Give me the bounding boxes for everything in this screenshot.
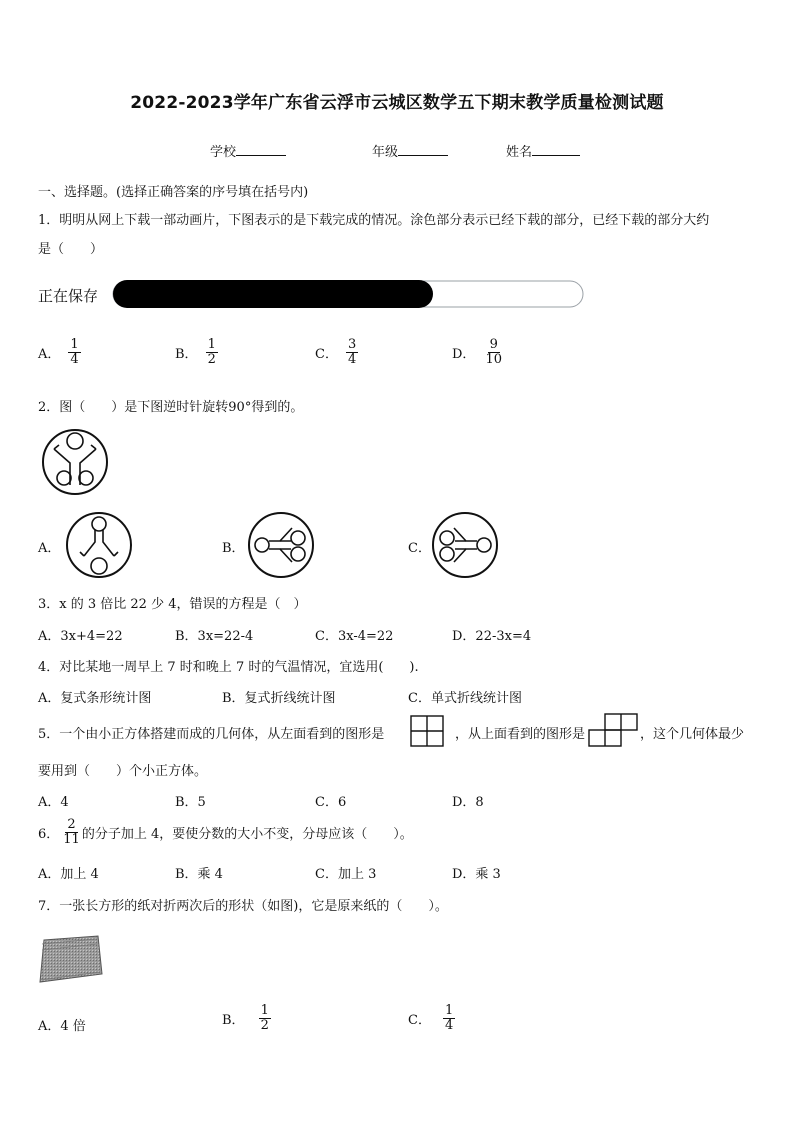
q1-option-c-label: C． (315, 347, 338, 362)
q1-option-b-fraction (206, 338, 218, 367)
q7-folded-paper (36, 930, 106, 986)
y-symbol-icon (40, 427, 110, 497)
q7-option-c-label: C． (408, 1013, 431, 1028)
q7-option-b-den: 2 (260, 1018, 269, 1033)
square-grid-l-shape-icon (588, 713, 638, 747)
q6-option-a[interactable]: A．加上 4 (38, 867, 99, 882)
q1-option-c-den: 4 (347, 352, 357, 367)
grade-field[interactable] (372, 141, 448, 160)
q2-option-b-figure[interactable] (246, 510, 316, 580)
progress-label: 正在保存 (38, 287, 99, 305)
name-label: 姓名 (506, 145, 533, 160)
q7-option-b[interactable] (222, 1004, 271, 1033)
q5-left-view (410, 715, 444, 747)
q1-option-c-fraction (346, 338, 358, 367)
q1-text-line1: 1．明明从网上下载一部动画片，下图表示的是下载完成的情况。涂色部分表示已经下载的部分，已经下载的部分大约 (38, 213, 710, 228)
q3-option-d[interactable]: D．22-3x=4 (452, 629, 532, 644)
q1-option-a-num: 1 (70, 337, 79, 352)
school-label: 学校 (210, 145, 237, 160)
q3-text: 3．x 的 3 倍比 22 少 4，错误的方程是（ ） (38, 597, 307, 612)
q4-option-c[interactable]: C．单式折线统计图 (408, 691, 522, 706)
q1-option-d-fraction (483, 338, 504, 367)
q7-option-c-fraction (443, 1004, 455, 1033)
q6-text: 的分子加上 4，要使分数的大小不变，分母应该（ ）。 (81, 827, 413, 842)
q6-option-c[interactable]: C．加上 3 (315, 867, 377, 882)
q1-option-d-den: 10 (485, 352, 502, 367)
progress-bar (112, 279, 586, 309)
q5-top-view (588, 713, 638, 747)
q5-text-line2: 要用到（ ）个小正方体。 (38, 764, 208, 779)
rotated-symbol-b-icon (246, 510, 316, 580)
q5-option-d[interactable]: D．8 (452, 795, 484, 810)
q7-option-b-label: B． (222, 1013, 245, 1028)
q5-option-a[interactable]: A．4 (38, 795, 69, 810)
q3-option-b[interactable]: B．3x=22-4 (175, 629, 254, 644)
q4-option-b[interactable]: B．复式折线统计图 (222, 691, 336, 706)
q7-option-a[interactable]: A．4 倍 (38, 1019, 86, 1034)
q3-option-a[interactable]: A．3x+4=22 (38, 629, 123, 644)
progress-bar-graphic (112, 279, 586, 309)
q1-option-b-num: 1 (207, 337, 216, 352)
q5-text-part2: ，从上面看到的图形是 (455, 727, 586, 742)
school-blank[interactable] (236, 143, 286, 156)
grade-blank[interactable] (398, 143, 448, 156)
q1-option-d-label: D． (452, 347, 476, 362)
q1-option-b-label: B． (175, 347, 198, 362)
q1-option-a-fraction (68, 338, 80, 367)
q6-num: 2 (67, 817, 76, 832)
q2-option-a-label[interactable]: A． (38, 541, 61, 556)
q7-option-c-den: 4 (444, 1018, 454, 1033)
q1-option-a-label: A． (38, 347, 61, 362)
q6-option-d[interactable]: D．乘 3 (452, 867, 501, 882)
q1-option-b-den: 2 (207, 352, 216, 367)
q2-original-figure (40, 427, 110, 497)
page-title: 2022-2023学年广东省云浮市云城区数学五下期末教学质量检测试题 (130, 93, 664, 113)
q6-option-b[interactable]: B．乘 4 (175, 867, 223, 882)
q7-option-b-num: 1 (260, 1003, 269, 1018)
school-field[interactable] (210, 141, 286, 160)
folded-paper-icon (36, 930, 106, 986)
q6-fraction (61, 818, 82, 847)
rotated-symbol-c-icon (430, 510, 500, 580)
q4-text: 4．对比某地一周早上 7 时和晚上 7 时的气温情况，宜选用( ). (38, 660, 419, 675)
q1-option-c-num: 3 (347, 337, 357, 352)
q7-option-c[interactable] (408, 1004, 455, 1033)
q5-option-b[interactable]: B．5 (175, 795, 206, 810)
q2-option-b-label[interactable]: B． (222, 541, 245, 556)
q6-prefix: 6． (38, 827, 60, 842)
q2-option-a-figure[interactable] (64, 510, 134, 580)
q2-text: 2．图（ ）是下图逆时针旋转90°得到的。 (38, 400, 304, 415)
q4-option-a[interactable]: A．复式条形统计图 (38, 691, 152, 706)
progress-fill (113, 280, 433, 308)
name-blank[interactable] (532, 143, 580, 156)
q1-text-line2: 是（ ） (38, 242, 104, 257)
square-grid-2x2-icon (410, 715, 444, 747)
q6-question (38, 818, 413, 847)
q3-option-c[interactable]: C．3x-4=22 (315, 629, 394, 644)
rotated-symbol-a-icon (64, 510, 134, 580)
q2-option-c-figure[interactable] (430, 510, 500, 580)
q1-option-a[interactable] (38, 338, 81, 367)
q7-text: 7．一张长方形的纸对折两次后的形状（如图)，它是原来纸的（ ）。 (38, 899, 448, 914)
q7-option-c-num: 1 (444, 1003, 454, 1018)
grade-label: 年级 (372, 145, 399, 160)
section-heading: 一、选择题。(选择正确答案的序号填在括号内) (38, 185, 309, 200)
q2-option-c-label[interactable]: C． (408, 541, 431, 556)
q7-option-b-fraction (259, 1004, 271, 1033)
q5-option-c[interactable]: C．6 (315, 795, 347, 810)
q1-option-c[interactable] (315, 338, 358, 367)
q1-option-d-num: 9 (489, 337, 498, 352)
q5-text-part1: 5．一个由小正方体搭建而成的几何体，从左面看到的图形是 (38, 727, 385, 742)
q5-text-part3: ，这个几何体最少 (640, 727, 745, 742)
q1-option-a-den: 4 (70, 352, 79, 367)
name-field[interactable] (506, 141, 580, 160)
q1-option-b[interactable] (175, 338, 218, 367)
q6-den: 11 (63, 832, 80, 847)
q1-option-d[interactable] (452, 338, 504, 367)
